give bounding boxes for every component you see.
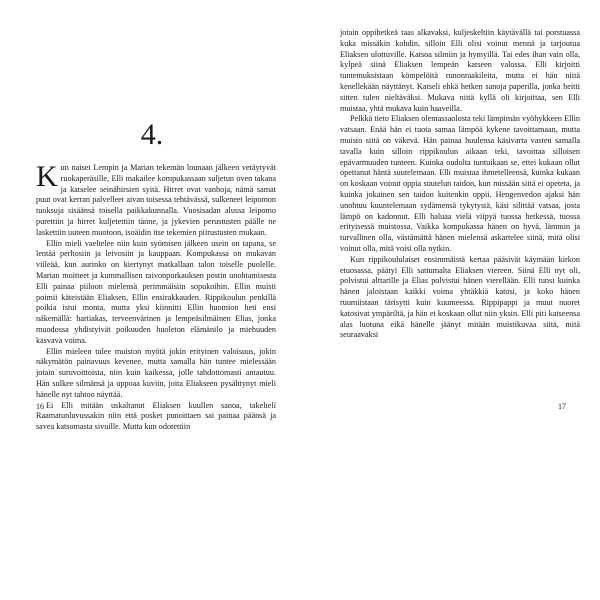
paragraph: Kun rippikoululaiset ensimmäistä kertaa pääsivät käymään kirkon etuosassa, päätyi Elli sattumalta Eliaksen viereen. Siinä Elli nyt oli, polvistui alttarille ja Elias polvistui hänen vierellään. Elli tunsi kuinka hänen jaloistaan kaikki voima yhtäkkiä katosi, ja koko hänen ruumiistaan tärisytti kuin kuumeessa. Rippipappi ja muut nuoret katosivat ympäriltä, ja hän ei koskaan ollut niin yksin. Elli piti katseensa alas luotuna eikä hänelle jäänyt mitään muistikuvaa siitä, mitä seuraavaksi	[340, 254, 580, 340]
page-number: 17	[558, 402, 566, 411]
paragraph: Ellin mieleen tulee muiston myötä jokin erityinen valoisuus, jokin näkymätön painavuus kevenee, mutta samalla hän tuntee mielessään jotain suruvoittoista, niin kuin kaikessa, jolle tahdottomasti antautuu. Hän sulkee silmänsä ja uppoaa kuviin, joita Eliakseen pysähtynyt mieli hänelle nyt tahtoo näyttää.	[36, 346, 276, 399]
right-page-text	[340, 28, 580, 341]
left-page-text	[36, 160, 276, 433]
right-page	[300, 0, 600, 600]
paragraph	[36, 160, 276, 239]
paragraph: Ei Elli mitään uskaltanut Eliaksen kuullen sanoa, takeltelí Raamatunluvussakin niin että posket punoittaen sai painaa päänsä ja savea katsomasta sivuille. Mutta kun odotettiin	[36, 400, 276, 432]
paragraph-text: un naiset Lempin ja Marian tekemän lounaan jälkeen vetäytyvät ruokaperäsille, Elli makailee kompukassaan suljetun oven takana ja katselee seinähirsien syitä. Hirret ovat vanhoja, nämä samat puut ovat kerran palvelleet aivan toisessa tehtävässä, sulkeneet leipomon tuoksuja sisäänsä toisella paikkakunnalla. Vuosisadan alussa leipomo purettiin ja hirret kuljetettiin tänne, ja jykevien perustusten päälle ne laskettiin uuteen muotoon, isoäidin itse tekemien piirustusten mukaan.	[36, 163, 276, 237]
paragraph: jotain oppihetkeä taas alkavaksi, kuljeskeltiin käytävällä tai porstuassa kuka missäkin kohdin, silloin Elli olisi voinut mennä ja tarjoutua Eliaksen ulottuville. Katsoa silmiin ja hymyillä. Tai edes ihan vain olla, kylpeä siinä Eliaksen lempeän katseen valossa. Elli kirjoitti tuntemuksistaan kömpelöitä runonraakileita, mutta ei hän niitä kenellekään näyttänyt. Katseli ehkä hetken sanoja paperilla, jonka heitti sitten tulen nieltäväksi. Mukava niitä kyllä oli kirjoittaa, sen Elli muistaa, yhtä mukava kuin haaveilla.	[340, 28, 580, 113]
page-number: 16	[36, 402, 44, 411]
paragraph: Ellin mieli vaeltelee niin kuin syömisen jälkeen usein on tapana, se lentää perhosiin ja leivosiin ja kauppaan. Kompukassa on mukavan viileää, kun aurinko on kiertynyt matkallaan talon toiselle puolelle. Marian moitteet ja kummallisen raivonpurkauksen postin unohtamisesta Elli painaa piiloon mielensä perimmäisiin sopukoihin. Ellin muisti poimii käteistään Eliaksen, Ellin ensirakkauden. Rippikoulun penkillä poikia istui monta, mutta yksi kiinnitti Ellin huomion heti ensi näkemällä: hartiakas, terveenvärinen ja lempeäsilmäinen Elias, jonka muodossa yhdistyivät poikuuden huoleton elämänilo ja miehuuden kasvava voima.	[36, 238, 276, 345]
paragraph: Pelkkä tieto Eliaksen olemassaolosta teki lämpimän vyöhykkeen Ellin vatsaan. Enää hän ei tuota samaa lämpöä kykene tavoittamaan, mutta muisto siitä on väkevä. Hän painaa huulensa käsivarta vasten samalla tavalla kuin silloin rippikoulun aikaan teki, tavoittaa silloisen epävarmuuden tunteen. Kuinka oudolta tuntuikaan se, ettei kukaan ollut opettanut häntä suutelemaan. Elli muistaa ihmetelleensä, kuinka kukaan on koskaan voinut oppia suutelun taidon, kun missään siitä ei opeteta, ja kuinka jokainen sen taidon kuitenkin oppii. Hengenvedon ajaksi hän unohtuu kuuntelemaan sydämensä tykytystä, käsi silittää vatsaa, josta lämpö on kadonnut. Elli haluaa vielä viipyä tuossa hetkessä, tuossa erityisessä muistossa. Vaikka kompukassa hänen on hyvä, lämmin ja turvallinen olla, västämättä hänen mielensä askartelee siinä, mitä olisi voinut olla, mitä voisi olla nytkin.	[340, 114, 580, 253]
chapter-number: 4.	[140, 118, 164, 151]
drop-cap: K	[36, 160, 58, 193]
